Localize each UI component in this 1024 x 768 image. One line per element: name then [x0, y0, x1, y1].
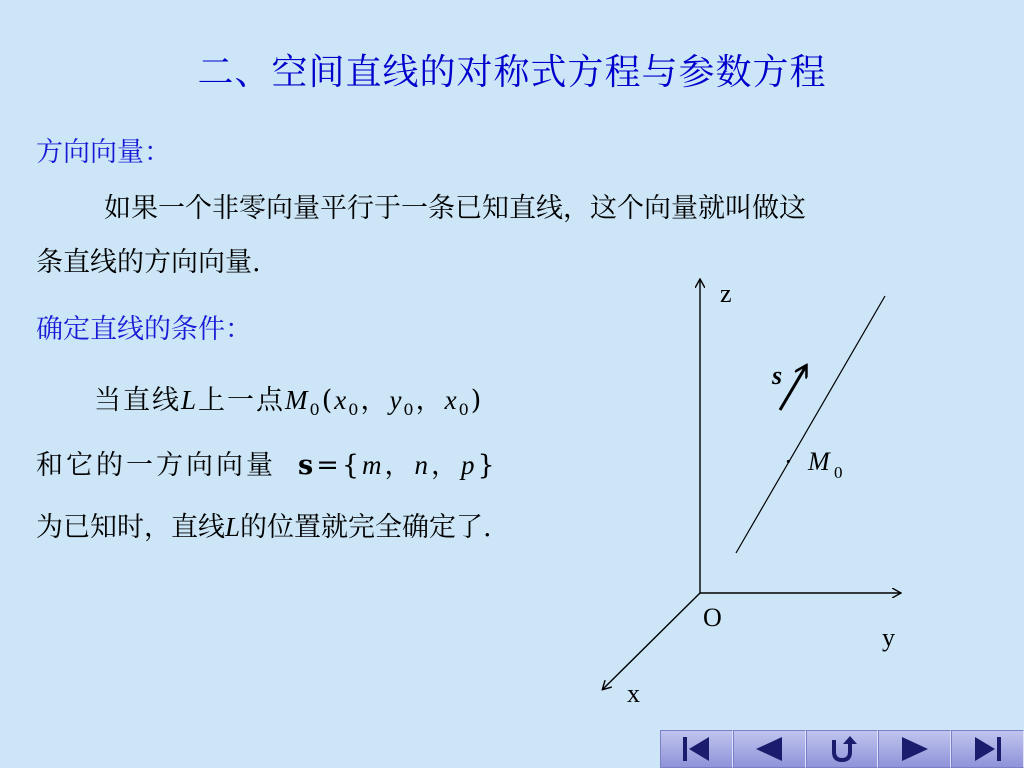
- previous-slide-button[interactable]: [733, 730, 806, 768]
- comma-3: ，: [384, 450, 415, 481]
- condition-text-c: 和它的一方向向量: [36, 450, 276, 481]
- n-component: n: [414, 450, 432, 480]
- p-component: p: [461, 450, 478, 480]
- skip-to-last-icon: [971, 734, 1005, 764]
- next-icon: [898, 734, 932, 764]
- third-subscript: 0: [458, 400, 471, 419]
- line-symbol: L: [181, 385, 199, 415]
- point-dot: ·: [784, 447, 793, 476]
- m-component: m: [362, 450, 385, 480]
- return-icon: [825, 734, 859, 764]
- vector-symbol: s: [298, 450, 317, 481]
- point-m0-subscript: 0: [834, 463, 843, 482]
- condition-text-d: 为已知时，直线: [36, 512, 225, 543]
- previous-icon: [752, 734, 786, 764]
- x-subscript: 0: [348, 400, 361, 419]
- direction-vector-arrow: [780, 366, 806, 410]
- point-symbol: M: [285, 385, 310, 415]
- comma-2: ，: [415, 385, 445, 416]
- condition-line-1: [94, 378, 483, 419]
- first-slide-button[interactable]: [660, 730, 733, 768]
- slide-navigation-bar: [660, 730, 1024, 768]
- third-coordinate: x: [444, 385, 459, 415]
- point-subscript: 0: [309, 400, 322, 419]
- condition-line-3: [36, 505, 492, 544]
- x-axis: [603, 593, 700, 689]
- coordinate-diagram: [590, 270, 930, 710]
- next-slide-button[interactable]: [878, 730, 951, 768]
- condition-line-2: [36, 443, 498, 482]
- definition-line-2: 条直线的方向向量.: [36, 247, 261, 278]
- line-conditions-heading: 确定直线的条件：: [36, 314, 252, 345]
- origin-label: O: [703, 603, 722, 632]
- vector-s-label: s: [772, 361, 783, 390]
- last-slide-button[interactable]: [951, 730, 1024, 768]
- y-subscript: 0: [403, 400, 416, 419]
- condition-text-b: 上一点: [198, 385, 286, 416]
- condition-text-a: 当直线: [94, 385, 181, 416]
- comma-1: ，: [360, 385, 390, 416]
- open-paren: (: [321, 385, 335, 416]
- return-button[interactable]: [806, 730, 879, 768]
- y-axis-label: y: [882, 623, 895, 652]
- direction-vector-heading: 方向向量：: [36, 137, 171, 168]
- equals-brace: ={: [316, 450, 363, 481]
- point-m0-label: M: [808, 447, 830, 476]
- close-paren: ): [470, 385, 484, 416]
- x-coordinate: x: [334, 385, 349, 415]
- x-axis-label: x: [627, 679, 640, 708]
- slide-title: 二、空间直线的对称式方程与参数方程: [197, 52, 827, 93]
- close-brace: }: [477, 450, 498, 481]
- condition-text-e: 的位置就完全确定了.: [240, 512, 492, 543]
- skip-to-first-icon: [679, 734, 713, 764]
- z-axis-label: z: [720, 279, 732, 308]
- definition-line-1: 如果一个非零向量平行于一条已知直线，这个向量就叫做这: [104, 193, 806, 224]
- y-coordinate: y: [389, 385, 404, 415]
- line-symbol-2: L: [225, 512, 241, 542]
- comma-4: ，: [431, 450, 462, 481]
- line-l: [736, 296, 885, 553]
